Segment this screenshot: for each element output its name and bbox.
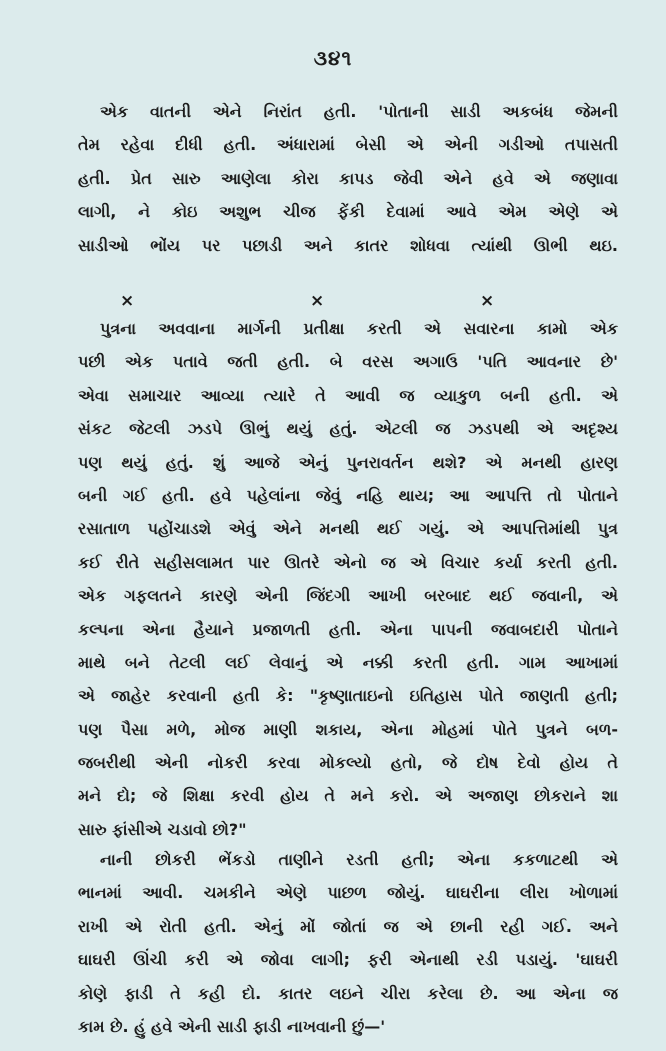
text-line: રાખી એ રોતી હતી. એનું મોં જોતાં જ એ છાની રહી ગઈ. અને [78, 916, 618, 936]
text-line: કઈ રીતે સહીસલામત પાર ઊતરે એનો જ એ વિચાર કર્યા કરતી હતી. [78, 552, 618, 572]
text-line: સંકટ જેટલી ઝડપે ઊભું થયું હતું. એટલી જ ઝડપથી એ અદૃશ્ય [78, 419, 618, 439]
page-number: ૩૪૧ [313, 46, 353, 70]
text-line: નાની છોકરી ભેંકડો તાણીને રડતી હતી; એના કકળાટથી એ [100, 850, 618, 869]
text-line: હતી. પ્રેત સારુ આણેલા કોરા કાપડ જેવી એને હવે એ જણાવા [78, 168, 618, 188]
separator-mark: × [120, 291, 135, 311]
text-line: ઘાઘરી ઊંચી કરી એ જોવા લાગી; ફરી એનાથી રડી પડાયું. 'ઘાઘરી [78, 950, 618, 970]
text-line: બની ગઈ હતી. હવે પહેલાંના જેવું નહિ થાય; આ આપત્તિ તો પોતાને [78, 485, 618, 505]
text-line: પછી એક પતાવે જતી હતી. બે વરસ અગાઉ 'પતિ આવનાર છે' [78, 352, 618, 372]
text-line: કામ છે. હું હવે એની સાડી ફાડી નાખવાની છું—' [78, 1016, 386, 1036]
paragraph-3 [78, 843, 618, 1043]
separator-mark: × [310, 291, 325, 311]
text-line: એક વાતની એને નિરાંત હતી. 'પોતાની સાડી અકબંધ જેમની [100, 102, 618, 121]
text-line: મને દો; જે શિક્ષા કરવી હોય તે મને કરો. એ અજાણ છોકરાને શા [78, 786, 618, 806]
text-line: સારુ ફાંસીએ ચડાવો છો?" [78, 819, 247, 839]
paragraph-2 [78, 312, 618, 846]
text-line: એક ગફલતને કારણે એની જિંદગી આખી બરબાદ થઈ જવાની, એ [78, 586, 618, 606]
text-line: લાગી, ને કોઇ અશુભ ચીજ ફેંકી દેવામાં આવે એમ એણે એ [78, 202, 618, 222]
section-separator [78, 288, 618, 314]
separator-mark: × [480, 291, 495, 311]
paragraph-1 [78, 95, 618, 262]
text-line: માથે બને તેટલી લઈ લેવાનું એ નક્કી કરતી હતી. ગામ આખામાં [78, 652, 618, 672]
text-line: તેમ રહેવા દીધી હતી. અંધારામાં બેસી એ એની ગડીઓ તપાસતી [78, 135, 618, 155]
text-line: પુત્રના અવવાના માર્ગની પ્રતીક્ષા કરતી એ સવારના કામો એક [100, 319, 618, 338]
text-line: કલ્પના એના હૈયાને પ્રજાળતી હતી. એના પાપની જવાબદારી પોતાને [78, 619, 618, 639]
text-line: એ જાહેર કરવાની હતી કે: "કૃષ્ણાતાઇનો ઇતિહાસ પોતે જાણતી હતી; [78, 686, 618, 706]
text-line: સાડીઓ ભોંય પર પછાડી અને કાતર શોધવા ત્યાંથી ઊભી થઇ. [78, 235, 618, 255]
text-line: જબરીથી એની નોકરી કરવા મોકલ્યો હતો, જે દોષ દેવો હોય તે [78, 753, 618, 773]
text-line: પણ પૈસા મળે, મોજ માણી શકાય, એના મોહમાં પોતે પુત્રને બળ- [78, 719, 618, 739]
text-line: કોણે ફાડી તે કહી દો. કાતર લઇને ચીરા કરેલા છે. આ એના જ [78, 983, 618, 1003]
text-line: રસાતાળ પહોંચાડશે એવું એને મનથી થઈ ગયું. એ આપત્તિમાંથી પુત્ર [78, 519, 618, 539]
text-line: ભાનમાં આવી. ચમકીને એણે પાછળ જોયું. ઘાઘરીના લીરા ખોળામાં [78, 883, 618, 903]
text-line: પણ થયું હતું. શું આજે એનું પુનરાવર્તન થશે? એ મનથી હારણ [78, 452, 618, 472]
text-line: એવા સમાચાર આવ્યા ત્યારે તે આવી જ વ્યાકુળ બની હતી. એ [78, 385, 618, 405]
